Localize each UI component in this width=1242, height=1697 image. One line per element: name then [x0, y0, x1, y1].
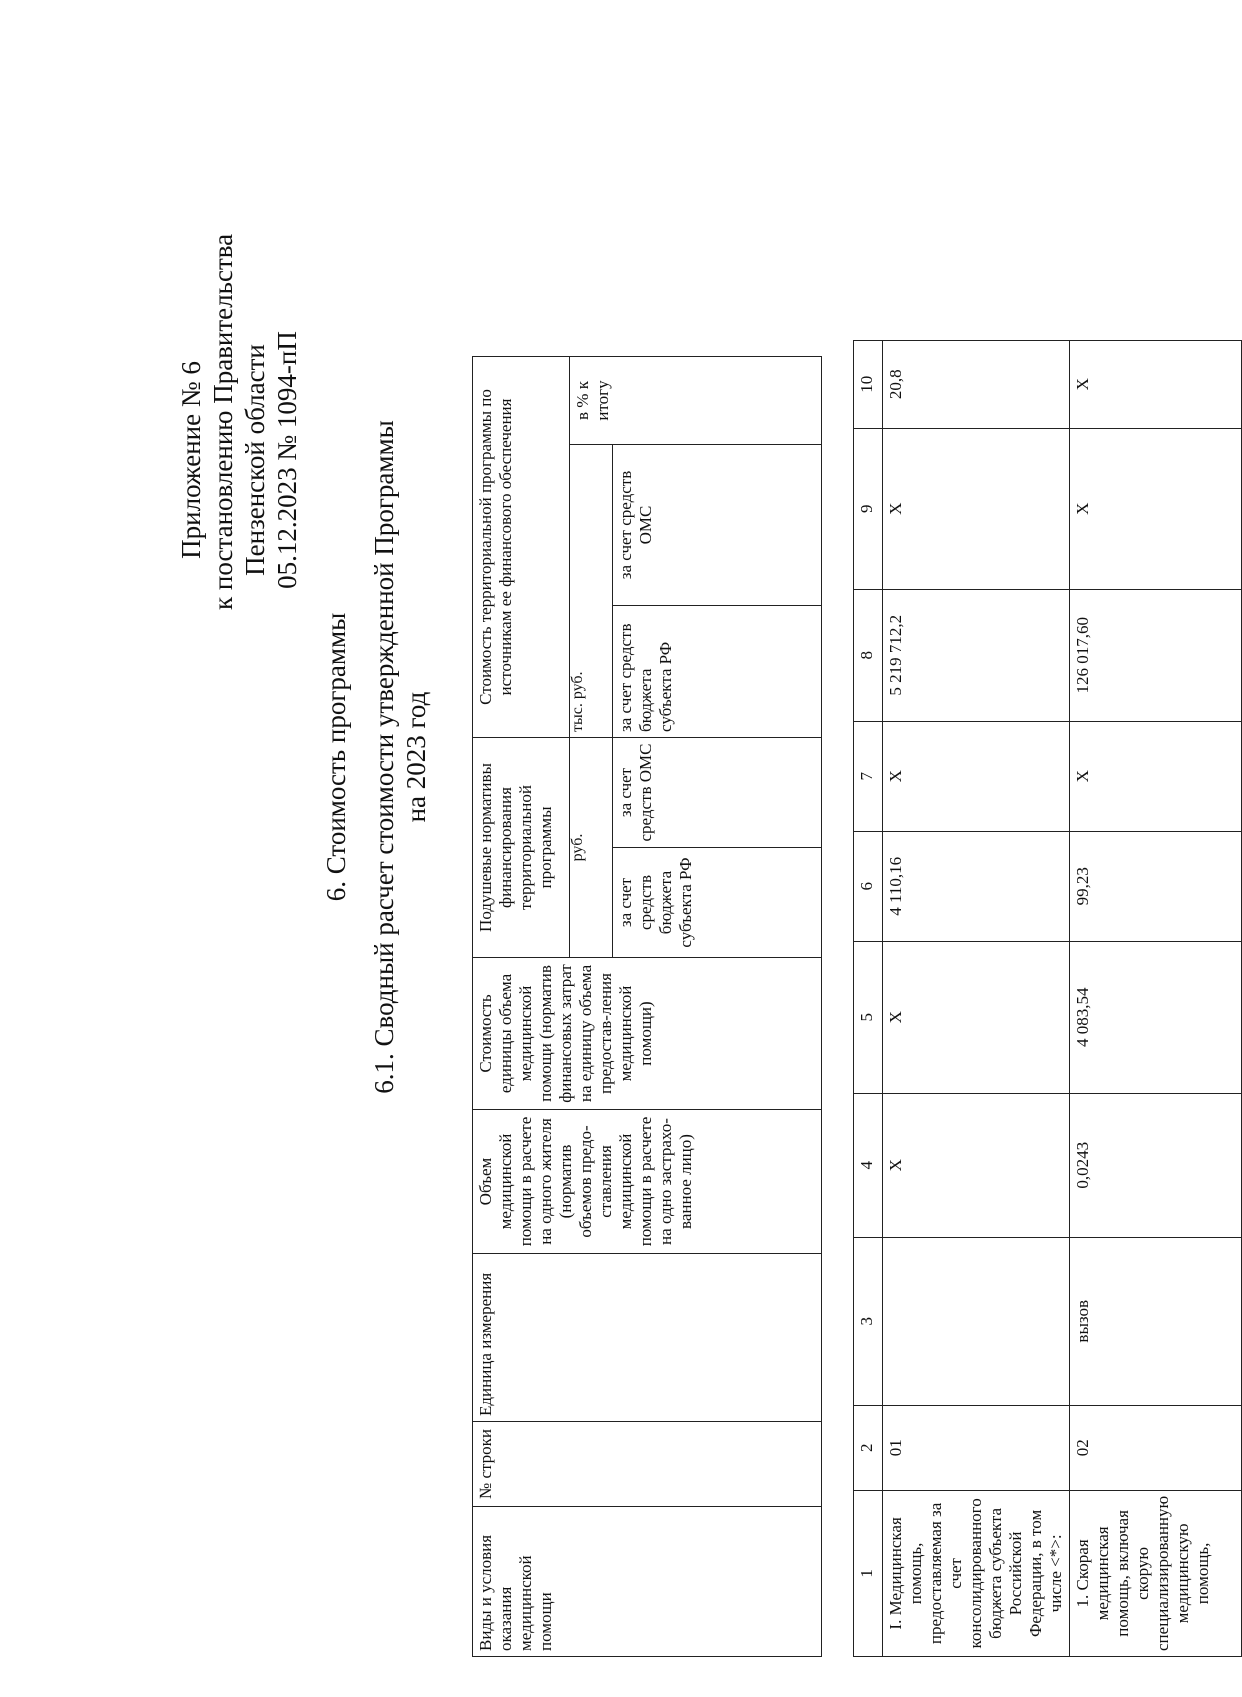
row-percent: Х: [1070, 340, 1242, 428]
subsection-title: 6.1. Сводный расчет стоимости утвержденной Программы: [369, 420, 399, 1094]
document-heading: [320, 347, 432, 1167]
row-unit-cost: 4 083,54: [1070, 941, 1242, 1093]
header-unit-cost: Стоимость единицы объема медицинской помощи (норматив финансовых затрат на единицу объема предостав-ления медицинской помощи): [473, 958, 822, 1110]
row-per-capita-budget: 99,23: [1070, 831, 1242, 941]
appendix-decree: к постановлению Правительства: [208, 233, 238, 610]
appendix-region: Пензенской области: [240, 344, 270, 576]
row-cost-budget: 5 219 712,2: [883, 589, 1070, 721]
row-per-capita-budget: 4 110,16: [883, 831, 1070, 941]
column-number: 1: [854, 1490, 883, 1656]
column-number: 7: [854, 721, 883, 831]
row-unit: [883, 1237, 1070, 1405]
appendix-reference: [175, 233, 303, 610]
column-number: 3: [854, 1237, 883, 1405]
header-volume: Объем медицинской помощи в расчете на одного жителя (норматив объемов предо-ставления медицинской помощи в расчете на одно застрахо-ванное лицо): [473, 1110, 822, 1254]
table-header: [472, 356, 822, 1657]
header-unit-rub: руб.: [570, 738, 613, 958]
header-cost-oms: за счет средств ОМС: [613, 445, 822, 606]
row-per-capita-oms: Х: [883, 721, 1070, 831]
row-cost-oms: Х: [1070, 428, 1242, 589]
appendix-date-number: 05.12.2023 № 1094-пП: [272, 331, 302, 589]
row-name: I. Медицинская помощь, предоставляемая за счет консолидированного бюджета субъекта Российской Федерации, в том числе <*>:: [883, 1490, 1070, 1656]
column-number: 2: [854, 1405, 883, 1490]
header-cost-budget: за счет средств бюджета субъекта РФ: [613, 606, 822, 738]
header-cost-group: Стоимость территориальной программы по источникам ее финансового обеспечения: [473, 357, 570, 738]
row-cost-budget: 126 017,60: [1070, 589, 1242, 721]
row-number: 01: [883, 1405, 1070, 1490]
header-kinds: Виды и условия оказания медицинской помощи: [473, 1507, 822, 1657]
column-number: 9: [854, 428, 883, 589]
row-number: 02: [1070, 1405, 1242, 1490]
column-number: 8: [854, 589, 883, 721]
subsection-year: на 2023 год: [401, 691, 431, 823]
header-per-capita-group: Подушевые нормативы финансирования территориальной программы: [473, 738, 570, 958]
header-unit-thousand-rub: тыс. руб.: [570, 445, 613, 738]
column-number: 10: [854, 340, 883, 428]
row-cost-oms: Х: [883, 428, 1070, 589]
section-title: 6. Стоимость программы: [321, 612, 351, 902]
header-per-capita-budget: за счет средств бюджета субъекта РФ: [613, 848, 822, 958]
table-row: [1070, 340, 1242, 1656]
column-number: 6: [854, 831, 883, 941]
row-name: 1. Скорая медицинская помощь, включая скорую специализированную медицинскую помощь,: [1070, 1490, 1242, 1656]
header-per-capita-oms: за счет средств ОМС: [613, 738, 822, 848]
row-per-capita-oms: Х: [1070, 721, 1242, 831]
row-unit-cost: Х: [883, 941, 1070, 1093]
row-unit: вызов: [1070, 1237, 1242, 1405]
header-row-number: № строки: [473, 1422, 822, 1507]
column-numbers-row: [854, 340, 883, 1656]
row-volume: Х: [883, 1093, 1070, 1237]
header-percent: в % к итогу: [570, 357, 822, 445]
column-number: 5: [854, 941, 883, 1093]
row-volume: 0,0243: [1070, 1093, 1242, 1237]
table-row: [883, 340, 1070, 1656]
header-unit: Единица измерения: [473, 1254, 822, 1422]
appendix-number: Приложение № 6: [176, 361, 206, 559]
column-number: 4: [854, 1093, 883, 1237]
row-percent: 20,8: [883, 340, 1070, 428]
table-body: [853, 340, 1242, 1657]
